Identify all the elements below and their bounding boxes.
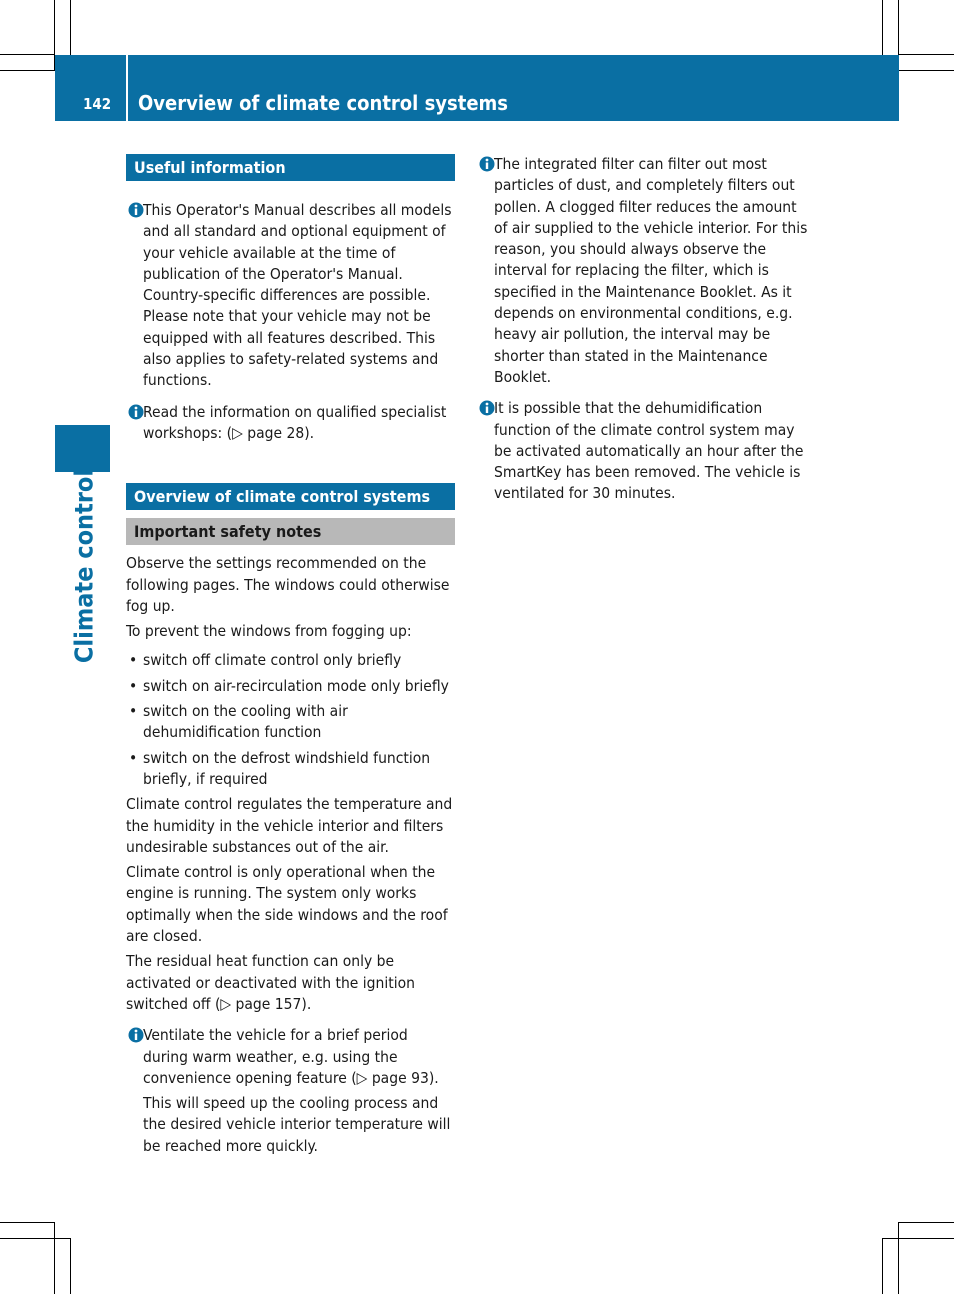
crop-mark [882, 1239, 883, 1294]
subheading-safety-notes: Important safety notes [126, 518, 455, 545]
crop-mark [0, 54, 55, 55]
info-icon [479, 399, 495, 417]
info-icon [128, 403, 144, 421]
crop-mark [0, 1238, 71, 1239]
crop-mark [899, 54, 954, 55]
info-note-text: This Operator's Manual describes all models and all standard and optional equipment of your vehicle available at the time of publication of the Operator's Manual. Country-specific differences are possible. Please note that your vehicle may not be equipped with all features described. This also applies to safety-related systems and functions. [143, 201, 452, 390]
info-note-text: It is possible that the dehumidification function of the climate control system may be activated automatically an hour after the SmartKey has been removed. The vehicle is ventilated for 30 minutes. [494, 399, 804, 503]
paragraph: To prevent the windows from fogging up: [126, 622, 412, 641]
page-title: Overview of climate control systems [138, 91, 509, 115]
crop-mark [882, 1238, 954, 1239]
paragraph: Observe the settings recommended on the following pages. The windows could otherwise fog up. [126, 554, 450, 615]
info-note [126, 200, 455, 392]
bullet-dot: • [129, 748, 138, 767]
side-tab-label: Climate control [69, 468, 99, 664]
info-note-text: The integrated filter can filter out most particles of dust, and completely filters out pollen. A clogged filter reduces the amount of air supplied to the vehicle interior. For this reason, you should always observe the interval for replacing the filter, which is specified in the Maintenance Booklet. As it depends on environmental conditions, e.g. heavy air pollution, the interval may be shorter than stated in the Maintenance Booklet. [494, 155, 808, 386]
page-header [55, 55, 899, 121]
crop-mark [70, 0, 71, 55]
paragraph: The residual heat function can only be activated or deactivated with the ignition switched off (▷ page 157). [126, 952, 415, 1013]
section-heading-useful-information: Useful information [126, 154, 455, 181]
bullet-dot: • [129, 676, 138, 695]
list-item [126, 650, 455, 671]
list-item-text: switch on air-recirculation mode only briefly [143, 676, 449, 695]
info-note [126, 402, 455, 445]
info-note [477, 154, 810, 388]
info-note-text: This will speed up the cooling process and the desired vehicle interior temperature will be reached more quickly. [143, 1094, 451, 1155]
crop-mark [898, 1222, 899, 1294]
paragraph: Climate control is only operational when the engine is running. The system only works optimally when the side windows and the roof are closed. [126, 863, 448, 946]
info-note-text: Read the information on qualified specialist workshops: (▷ page 28). [143, 402, 447, 442]
info-note [477, 398, 810, 504]
bullet-dot: • [129, 702, 138, 721]
crop-mark [899, 1222, 954, 1223]
bullet-dot: • [129, 651, 138, 670]
side-tab-block [55, 425, 110, 472]
info-icon [479, 155, 495, 173]
info-icon [128, 1026, 144, 1044]
header-divider [126, 55, 128, 121]
crop-mark [0, 1222, 55, 1223]
left-column [126, 154, 455, 1157]
list-item-text: switch on the defrost windshield function briefly, if required [143, 748, 431, 788]
list-item [126, 676, 455, 697]
crop-mark [899, 70, 954, 71]
crop-mark [0, 70, 55, 71]
list-item [126, 701, 455, 744]
list-item-text: switch on the cooling with air dehumidification function [143, 702, 348, 742]
info-note-text: Ventilate the vehicle for a brief period during warm weather, e.g. using the convenience opening feature (▷ page 93). [143, 1026, 439, 1087]
right-column [477, 154, 810, 505]
crop-mark [54, 1222, 55, 1294]
section-heading-overview: Overview of climate control systems [126, 483, 455, 510]
paragraph: Climate control regulates the temperature and the humidity in the vehicle interior and filters undesirable substances out of the air. [126, 795, 453, 856]
crop-mark [70, 1239, 71, 1294]
list-item [126, 748, 455, 791]
crop-mark [882, 0, 883, 55]
info-icon [128, 201, 144, 219]
page-number: 142 [83, 95, 112, 113]
info-note [126, 1025, 455, 1157]
list-item-text: switch off climate control only briefly [143, 651, 402, 670]
